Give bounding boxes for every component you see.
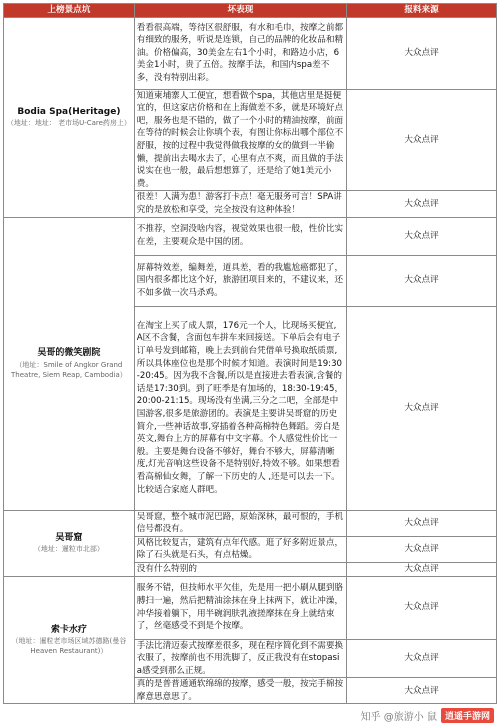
place-cell — [4, 576, 135, 704]
source-cell: 大众点评 — [347, 89, 497, 191]
review-cell: 吴哥窟，整个城市泥巴路，原始深林，最可恨的，手机信号都没有。 — [134, 510, 346, 536]
source-cell: 大众点评 — [347, 510, 497, 536]
header-review: 坏表现 — [134, 4, 346, 18]
source-cell: 大众点评 — [347, 576, 497, 639]
source-cell: 大众点评 — [347, 678, 497, 704]
table-row — [4, 576, 497, 639]
review-cell: 屏幕特效差，编舞差，道具差，看的我尴尬癌都犯了，国内很多都比这个好，旅游团项目来的，不建议来，还不如多做一次马杀鸡。 — [134, 255, 346, 306]
table-body — [4, 17, 497, 704]
table-row — [4, 17, 497, 89]
review-cell: 风格比较复古，建筑有点年代感。逛了好多附近景点，除了石头就是石头，有点枯燥。 — [134, 536, 346, 562]
place-cell — [4, 17, 135, 217]
header-source: 报料来源 — [347, 4, 497, 18]
source-cell: 大众点评 — [347, 17, 497, 89]
watermark-text: 知乎 @旅游小 鼠 — [360, 712, 437, 723]
review-cell: 真的是普普通通软绵绵的按摩，感受一般，按完手棉按摩意思意思了。 — [134, 678, 346, 704]
review-cell: 知道柬埔寨人工便宜，想看做个spa，其他店里是挺便宜的，但这家店价格和在上海做差不多，就是环境好点吧，服务也是不错的，做了一个小时的精油按摩，前面在等待的时候会让你填个表，有图让你标出哪个部位不舒服，按的过程中我觉得做我按摩的女的做到一半偷懒，提前出去喝水去了，心里有点不爽，而且做的手法说实在也一般，最后想想算了，还是给了她1美元小费。 — [134, 89, 346, 191]
watermark — [361, 708, 494, 723]
place-name: Bodia Spa(Heritage) — [17, 106, 121, 117]
source-cell: 大众点评 — [347, 639, 497, 678]
watermark-badge: 逍遥手游网 — [441, 708, 494, 723]
review-cell: 很差！人满为患！游客打卡点！毫无服务可言！SPA讲究的是放松和享受，完全按没有这种体验！ — [134, 191, 346, 217]
table-header-row — [4, 4, 497, 18]
table-row — [4, 510, 497, 536]
review-table — [3, 3, 497, 704]
review-cell: 没有什么特别的 — [134, 562, 346, 576]
review-cell: 看看很高端，等待区很舒服，有水和毛巾，按摩之前都有细致的服务，听说是连锁，自己的品牌的化妆品和精油。价格偏高，30美金左右1个小时，和路边小店，6美金1小时，贵了五倍。按摩手法，和国内spa差不多，没有特别出彩。 — [134, 17, 346, 89]
table-row — [4, 217, 497, 255]
review-cell: 在淘宝上买了成人票，176元一个人，比现场买便宜, A区不含餐，含面包车拼车来回接送。下单后会有电子订单号发到邮箱，晚上去到前台凭借单号换取纸质票, 所以具体座位也是那个时候才知道。表演时间是19:30-20:45。因为我不含餐,所以是直接进去看表演,含餐的话是17:30到。到了旺季是有加场的，18:30-19:45，20:00-21:15。现场没有坐满,三分之二吧，全部是中国游客,很多是旅游团的。表演是主要讲吴哥窟的历史简介,一些神话故事,穿插着各种高棉特色舞蹈。旁白是英文,舞台上方的屏幕有中文字幕。个人感觉性价比一般。主要是舞台设备不够好，舞台不够大，屏幕清晰度,灯光音响这些设备不是特别好,特效不够。如果想看看高棉仙女舞，了解一下历史的人 ,还是可以去一下。比较适合家庭人群吧。 — [134, 306, 346, 510]
place-address: （地址：暹粒市北部） — [33, 545, 104, 554]
review-cell: 手法比清迈泰式按摩差很多，现在程序简化到不需要换衣服了，按摩前也不用洗脚了，反正我没有在stopasia感受到那么正规。 — [134, 639, 346, 678]
source-cell: 大众点评 — [347, 255, 497, 306]
place-name: 索卡水疗 — [50, 624, 87, 635]
source-cell: 大众点评 — [347, 306, 497, 510]
header-place: 上榜景点坑 — [4, 4, 135, 18]
place-cell — [4, 510, 135, 576]
place-cell — [4, 217, 135, 510]
source-cell: 大众点评 — [347, 191, 497, 217]
place-address: （地址：暹粒老市场区域苏德路(曼谷Heaven Restaurant)） — [11, 637, 127, 656]
source-cell: 大众点评 — [347, 536, 497, 562]
source-cell: 大众点评 — [347, 217, 497, 255]
place-address: （地址：Smile of Angkor Grand Theatre, Siem Reap, Cambodia） — [11, 360, 127, 379]
review-cell: 不推荐，空洞没啥内容，视觉效果也很一般，性价比实在差，主要观众是中国的团。 — [134, 217, 346, 255]
place-address: （地址：地址： 老市场U-Care药房上） — [6, 119, 131, 128]
place-name: 吴哥的微笑剧院 — [37, 348, 101, 359]
source-cell: 大众点评 — [347, 562, 497, 576]
place-name: 吴哥窟 — [55, 532, 83, 543]
review-cell: 服务不错，但技师水平欠佳，先是用一把小刷从腿到胳膊扫一遍，然后把精油涂抹在身上抹两下，就让冲澡，冲华接着躺下，用半碗润肤乳液搓摩抹在身上就结束了，丝毫感受不到是个按摩。 — [134, 576, 346, 639]
